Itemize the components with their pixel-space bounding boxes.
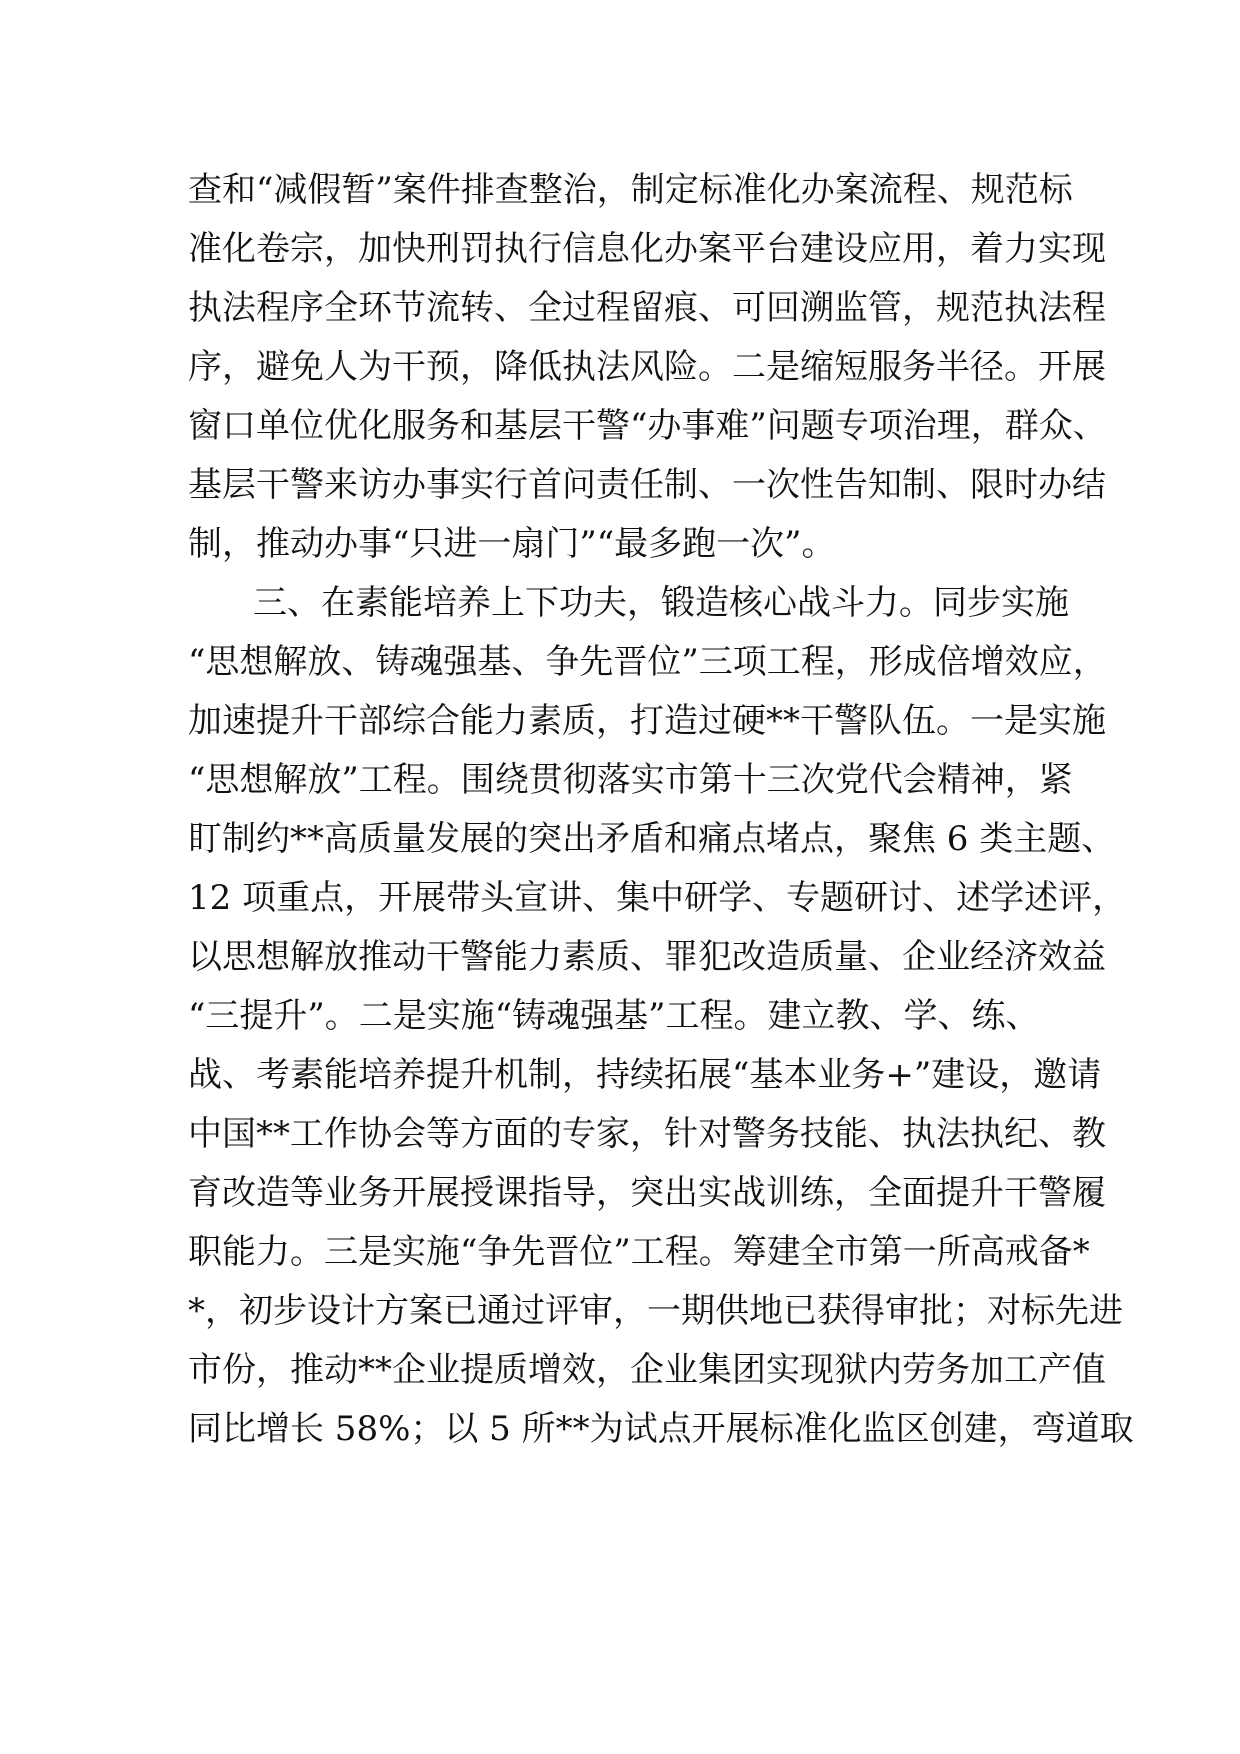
text-line: 中国**工作协会等方面的专家，针对警务技能、执法执纪、教 bbox=[188, 1114, 1106, 1154]
text-line: “思想解放”工程。围绕贯彻落实市第十三次党代会精神，紧 bbox=[188, 760, 1073, 800]
text-line: 以思想解放推动干警能力素质、罪犯改造质量、企业经济效益 bbox=[188, 937, 1106, 977]
text-line: “三提升”。二是实施“铸魂强基”工程。建立教、学、练、 bbox=[188, 996, 1040, 1036]
text-line: 窗口单位优化服务和基层干警“办事难”问题专项治理，群众、 bbox=[188, 406, 1107, 446]
text-line: 育改造等业务开展授课指导，突出实战训练，全面提升干警履 bbox=[188, 1173, 1106, 1213]
text-line: 职能力。三是实施“争先晋位”工程。筹建全市第一所高戒备* bbox=[188, 1232, 1090, 1272]
text-line: 制，推动办事“只进一扇门”“最多跑一次”。 bbox=[188, 524, 836, 564]
text-line: 加速提升干部综合能力素质，打造过硬**干警队伍。一是实施 bbox=[188, 701, 1106, 741]
text-line: 同比增长 58%；以 5 所**为试点开展标准化监区创建，弯道取 bbox=[188, 1409, 1134, 1449]
text-line: 市份，推动**企业提质增效，企业集团实现狱内劳务加工产值 bbox=[188, 1350, 1106, 1390]
text-line: 基层干警来访办事实行首问责任制、一次性告知制、限时办结 bbox=[188, 465, 1106, 505]
text-line: 准化卷宗，加快刑罚执行信息化办案平台建设应用，着力实现 bbox=[188, 229, 1106, 269]
text-line: “思想解放、铸魂强基、争先晋位”三项工程，形成倍增效应， bbox=[188, 642, 1107, 682]
text-line: 12 项重点，开展带头宣讲、集中研学、专题研讨、述学述评， bbox=[188, 878, 1127, 918]
text-line: 查和“减假暂”案件排查整治，制定标准化办案流程、规范标 bbox=[188, 170, 1073, 210]
text-line: 序，避免人为干预，降低执法风险。二是缩短服务半径。开展 bbox=[188, 347, 1106, 387]
text-line: 执法程序全环节流转、全过程留痕、可回溯监管，规范执法程 bbox=[188, 288, 1106, 328]
text-line: 盯制约**高质量发展的突出矛盾和痛点堵点，聚焦 6 类主题、 bbox=[188, 819, 1116, 859]
text-line: *，初步设计方案已通过评审，一期供地已获得审批；对标先进 bbox=[188, 1291, 1123, 1331]
section-heading-line: 三、在素能培养上下功夫，锻造核心战斗力。同步实施 bbox=[253, 583, 1069, 623]
text-line: 战、考素能培养提升机制，持续拓展“基本业务+”建设，邀请 bbox=[188, 1055, 1102, 1095]
